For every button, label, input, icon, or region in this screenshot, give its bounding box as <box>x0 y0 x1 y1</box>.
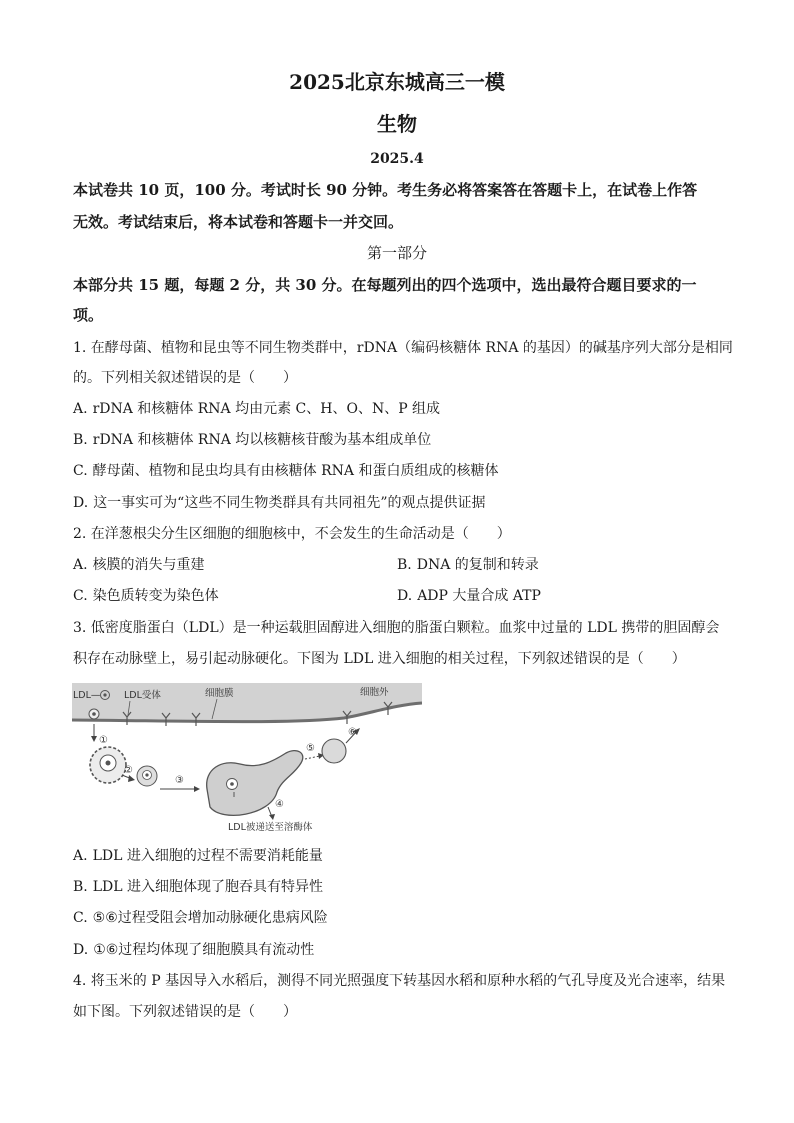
ldl-endocytosis-figure <box>72 683 422 833</box>
question-1-stem-line-1: 1. 在酵母菌、植物和昆虫等不同生物类群中，rDNA（编码核糖体 RNA 的基因）的碱基序列大部分是相同 <box>73 340 733 356</box>
option-text: LDL 进入细胞体现了胞吞具有特异性 <box>92 879 324 895</box>
lysosome-caption: LDL被递送至溶酶体 <box>228 822 313 833</box>
step-2-arrowhead <box>128 775 135 782</box>
question-1-stem-line-2: 的。下列相关叙述错误的是（ ） <box>73 370 297 386</box>
step-6-label: ⑥ <box>348 727 357 738</box>
question-1-option-a[interactable] <box>73 399 440 419</box>
option-text: 酵母菌、植物和昆虫均具有由核糖体 RNA 和蛋白质组成的核糖体 <box>92 463 499 479</box>
step-5-arrow <box>305 756 320 759</box>
question-2-option-d[interactable] <box>397 586 541 606</box>
option-text: 核膜的消失与重建 <box>92 557 205 573</box>
step-2-label: ② <box>124 765 133 776</box>
option-label: A. <box>73 848 88 864</box>
option-label: D. <box>73 495 89 511</box>
step-4-arrowhead <box>269 814 275 820</box>
section-intro-line-2: 项。 <box>73 306 104 324</box>
receptor-label: LDL受体 <box>124 690 161 701</box>
option-label: B. <box>397 557 412 573</box>
question-4-stem-line-2: 如下图。下列叙述错误的是（ ） <box>73 1004 297 1020</box>
option-text: LDL 进入细胞的过程不需要消耗能量 <box>92 848 323 864</box>
section-title: 第一部分 <box>366 244 427 262</box>
question-3-option-c[interactable] <box>73 908 328 928</box>
endosome <box>207 751 303 816</box>
question-2-option-c[interactable] <box>73 586 219 606</box>
option-text: rDNA 和核糖体 RNA 均以核糖核苷酸为基本组成单位 <box>92 432 432 448</box>
exam-title: 2025北京东城高三一模 <box>289 70 505 94</box>
option-label: D. <box>73 942 89 958</box>
exam-date: 2025.4 <box>370 151 424 167</box>
question-3-option-a[interactable] <box>73 846 323 866</box>
instructions-line-2: 无效。考试结束后，将本试卷和答题卡一并交回。 <box>73 213 404 231</box>
option-text: rDNA 和核糖体 RNA 均由元素 C、H、O、N、P 组成 <box>92 401 441 417</box>
section-intro-line-1: 本部分共 15 题，每题 2 分，共 30 分。在每题列出的四个选项中，选出最符合题目要求的一 <box>73 276 697 294</box>
step-5-label: ⑤ <box>306 743 315 754</box>
option-text: 染色质转变为染色体 <box>92 588 219 604</box>
question-1-option-b[interactable] <box>73 430 431 450</box>
question-3-stem-line-2: 积存在动脉壁上，易引起动脉硬化。下图为 LDL 进入细胞的相关过程，下列叙述错误的是（ ） <box>73 651 686 667</box>
question-3-option-b[interactable] <box>73 877 323 897</box>
bound-ldl-particle <box>89 709 99 719</box>
step-3-label: ③ <box>175 775 184 786</box>
question-2-option-b[interactable] <box>397 555 539 575</box>
option-label: D. <box>397 588 413 604</box>
membrane-label: 细胞膜 <box>205 688 234 699</box>
ldl-label: LDL— <box>73 690 101 701</box>
uncoated-vesicle <box>137 766 157 786</box>
option-label: C. <box>73 463 88 479</box>
step-1-label: ① <box>99 735 108 746</box>
question-2-option-a[interactable] <box>73 555 205 575</box>
coated-vesicle <box>90 747 126 783</box>
subject-title: 生物 <box>377 112 417 136</box>
option-text: ①⑥过程均体现了细胞膜具有流动性 <box>93 942 315 958</box>
step-3-arrowhead <box>194 786 200 792</box>
question-3-option-d[interactable] <box>73 940 314 960</box>
step-1-arrowhead <box>91 736 97 742</box>
question-4-stem-line-1: 4. 将玉米的 P 基因导入水稻后，测得不同光照强度下转基因水稻和原种水稻的气孔导度及光合速率，结果 <box>73 973 726 989</box>
step-4-label: ④ <box>275 799 284 810</box>
instructions-line-1: 本试卷共 10 页，100 分。考试时长 90 分钟。考生务必将答案答在答题卡上，在试卷上作答 <box>73 181 698 199</box>
option-label: B. <box>73 879 88 895</box>
option-label: C. <box>73 588 88 604</box>
option-label: C. <box>73 910 88 926</box>
option-label: B. <box>73 432 88 448</box>
question-1-option-d[interactable] <box>73 493 486 513</box>
question-3-stem-line-1: 3. 低密度脂蛋白（LDL）是一种运载胆固醇进入细胞的脂蛋白颗粒。血浆中过量的 LDL 携带的胆固醇会 <box>73 620 720 636</box>
recycling-vesicle <box>322 739 346 763</box>
question-2-stem-line-1: 2. 在洋葱根尖分生区细胞的细胞核中，不会发生的生命活动是（ ） <box>73 526 511 542</box>
outside-label: 细胞外 <box>360 687 389 698</box>
option-text: 这一事实可为“这些不同生物类群具有共同祖先”的观点提供证据 <box>93 495 486 511</box>
question-1-option-c[interactable] <box>73 461 498 481</box>
option-text: ADP 大量合成 ATP <box>417 588 541 604</box>
option-label: A. <box>73 401 88 417</box>
option-label: A. <box>73 557 88 573</box>
option-text: DNA 的复制和转录 <box>416 557 539 573</box>
option-text: ⑤⑥过程受阻会增加动脉硬化患病风险 <box>92 910 328 926</box>
